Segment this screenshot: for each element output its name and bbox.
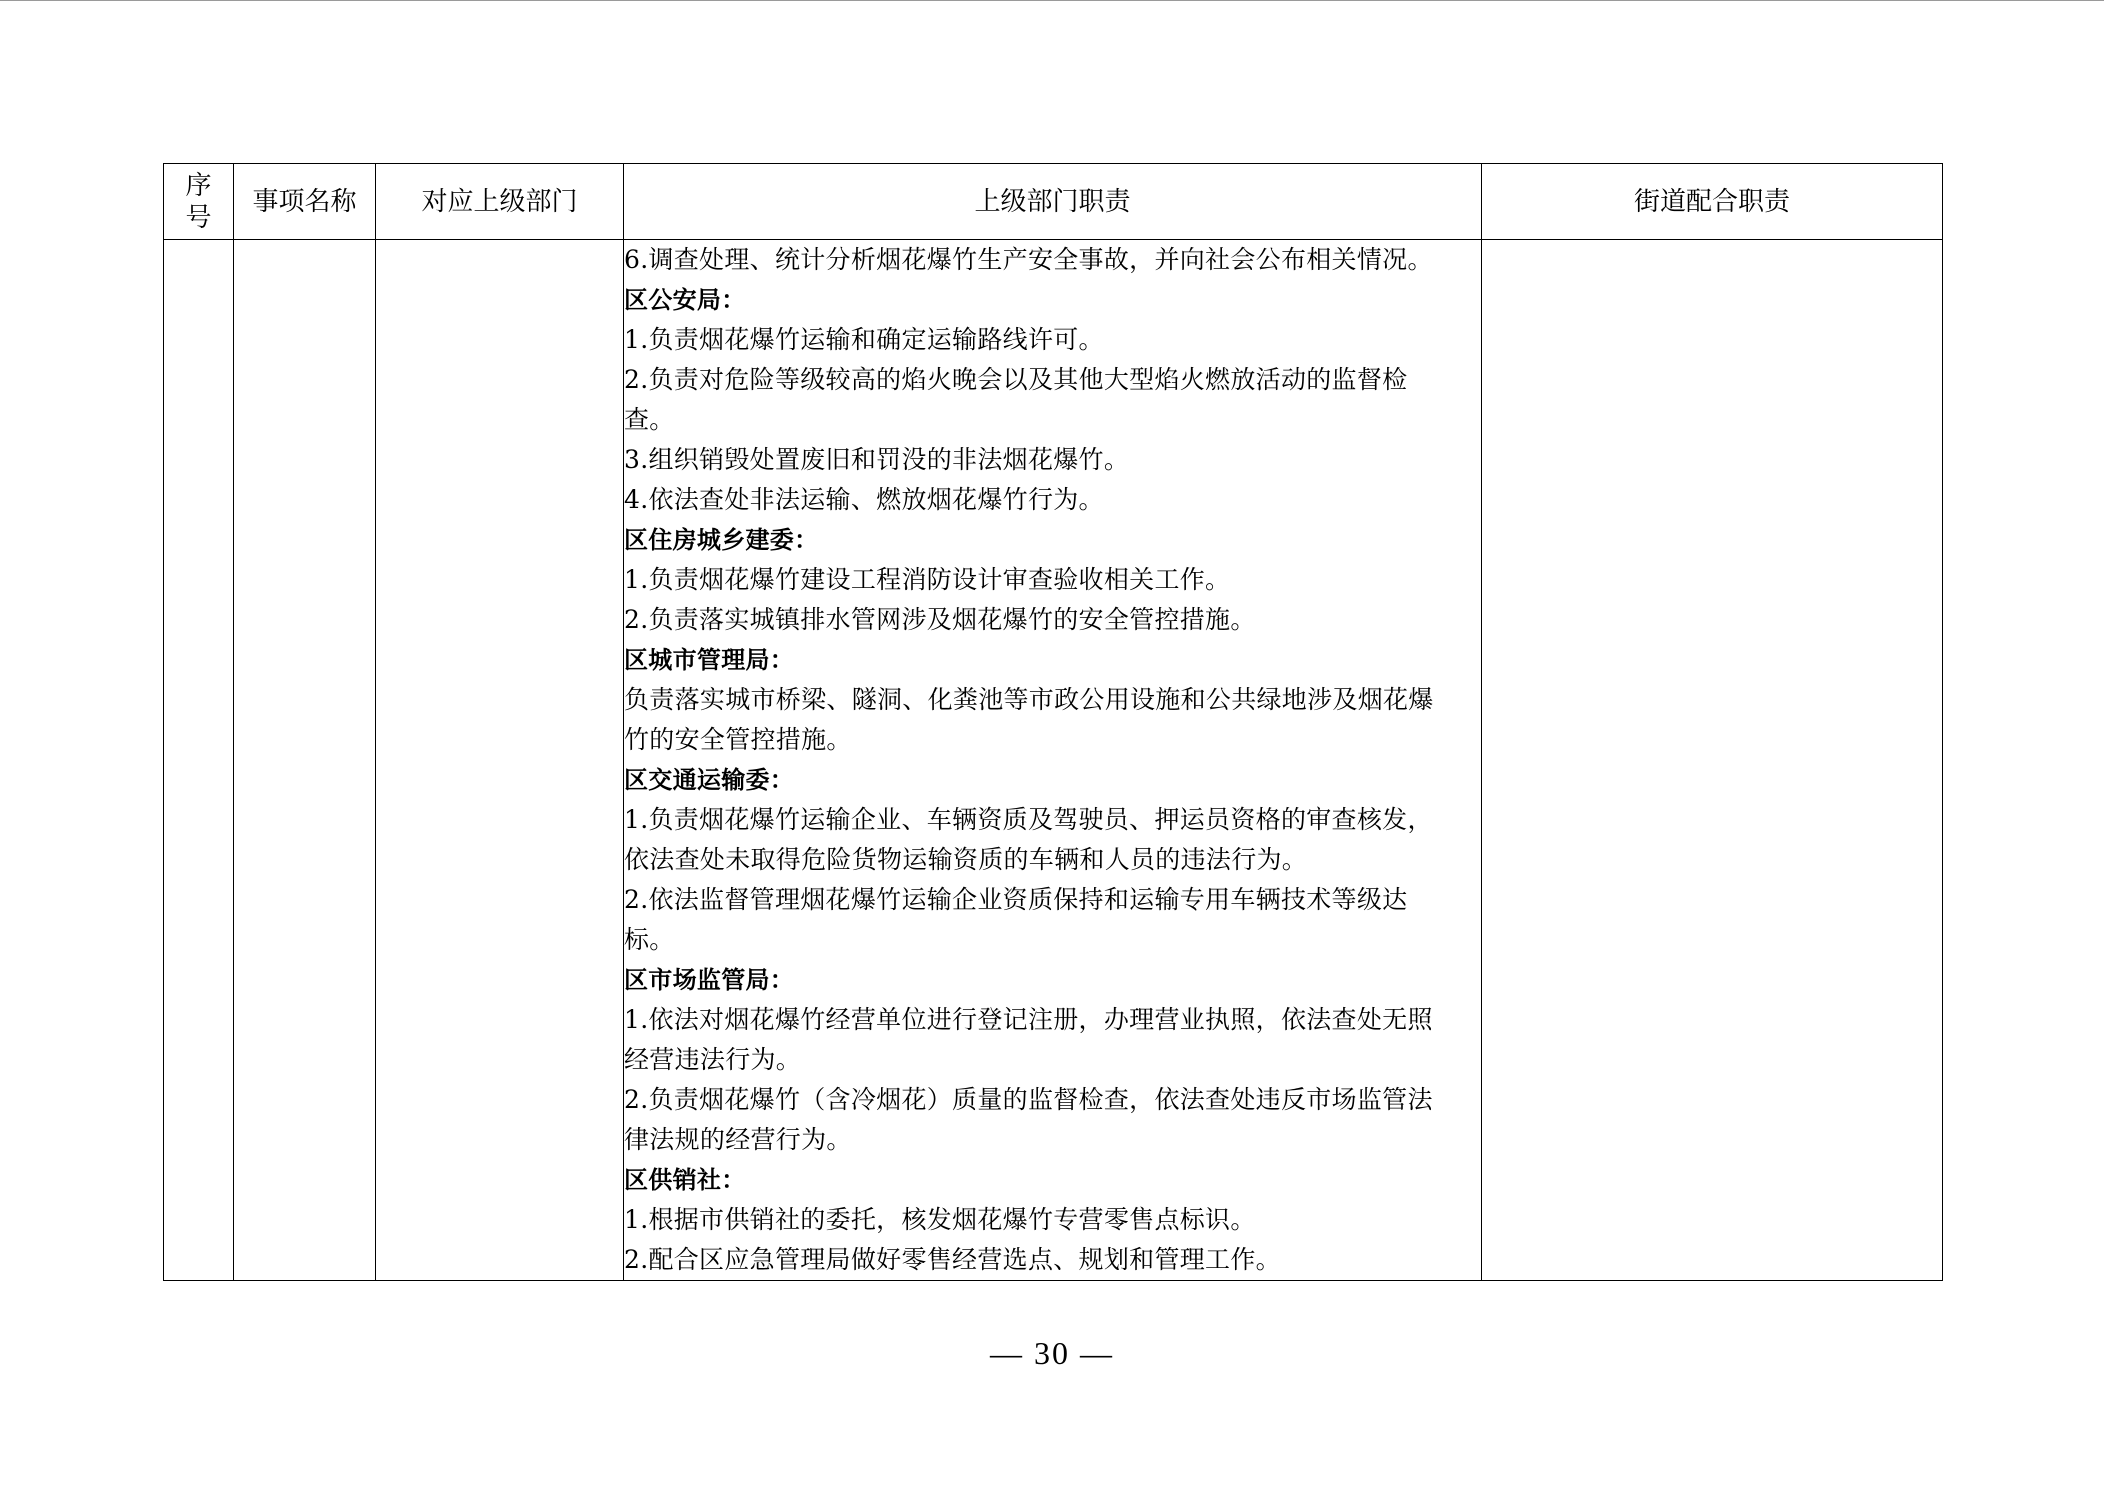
duty-line: 负责落实城市桥梁、隧洞、化粪池等市政公用设施和公共绿地涉及烟花爆 <box>624 685 1434 714</box>
cell-dept-duty <box>624 240 1482 1281</box>
header-dept-duty: 上级部门职责 <box>624 164 1482 240</box>
table-row <box>164 240 1943 1281</box>
header-seq-line2: 号 <box>185 202 212 233</box>
duty-line: 4.依法查处非法运输、燃放烟花爆竹行为。 <box>624 485 1104 514</box>
header-seq-line1: 序 <box>185 170 212 201</box>
table-header-row <box>164 164 1943 240</box>
duty-line: 1.负责烟花爆竹运输企业、车辆资质及驾驶员、押运员资格的审查核发， <box>624 805 1433 834</box>
duty-line: 1.依法对烟花爆竹经营单位进行登记注册，办理营业执照，依法查处无照 <box>624 1005 1433 1034</box>
duty-line: 2.依法监督管理烟花爆竹运输企业资质保持和运输专用车辆技术等级达 <box>624 885 1408 914</box>
department-heading: 区供销社： <box>624 1166 746 1194</box>
cell-dept <box>376 240 624 1281</box>
duty-line: 2.配合区应急管理局做好零售经营选点、规划和管理工作。 <box>624 1245 1281 1274</box>
department-heading: 区住房城乡建委： <box>624 526 819 554</box>
duty-line: 经营违法行为。 <box>624 1045 802 1074</box>
duty-table <box>163 163 1943 1281</box>
duty-line: 2.负责落实城镇排水管网涉及烟花爆竹的安全管控措施。 <box>624 605 1256 634</box>
header-seq <box>164 164 234 240</box>
page-number: — 30 — <box>990 1335 1114 1371</box>
header-street-duty: 街道配合职责 <box>1482 164 1943 240</box>
duty-line: 3.组织销毁处置废旧和罚没的非法烟花爆竹。 <box>624 445 1130 474</box>
duty-line: 6.调查处理、统计分析烟花爆竹生产安全事故，并向社会公布相关情况。 <box>624 245 1433 274</box>
department-heading: 区交通运输委： <box>624 766 795 794</box>
duty-line: 1.根据市供销社的委托，核发烟花爆竹专营零售点标识。 <box>624 1205 1256 1234</box>
duty-line: 律法规的经营行为。 <box>624 1125 852 1154</box>
duty-line: 1.负责烟花爆竹运输和确定运输路线许可。 <box>624 325 1104 354</box>
duty-line: 查。 <box>624 405 675 434</box>
header-item-name: 事项名称 <box>234 164 376 240</box>
department-heading: 区公安局： <box>624 286 746 314</box>
header-dept: 对应上级部门 <box>376 164 624 240</box>
duty-line: 标。 <box>624 925 675 954</box>
duty-line: 1.负责烟花爆竹建设工程消防设计审查验收相关工作。 <box>624 565 1231 594</box>
cell-seq <box>164 240 234 1281</box>
department-heading: 区市场监管局： <box>624 966 795 994</box>
duty-line: 2.负责烟花爆竹（含冷烟花）质量的监督检查，依法查处违反市场监管法 <box>624 1085 1433 1114</box>
duty-lines <box>624 240 1481 1280</box>
duty-line: 依法查处未取得危险货物运输资质的车辆和人员的违法行为。 <box>624 845 1308 874</box>
duty-line: 竹的安全管控措施。 <box>624 725 852 754</box>
cell-item-name <box>234 240 376 1281</box>
duty-line: 2.负责对危险等级较高的焰火晚会以及其他大型焰火燃放活动的监督检 <box>624 365 1408 394</box>
department-heading: 区城市管理局： <box>624 646 795 674</box>
cell-street-duty <box>1482 240 1943 1281</box>
